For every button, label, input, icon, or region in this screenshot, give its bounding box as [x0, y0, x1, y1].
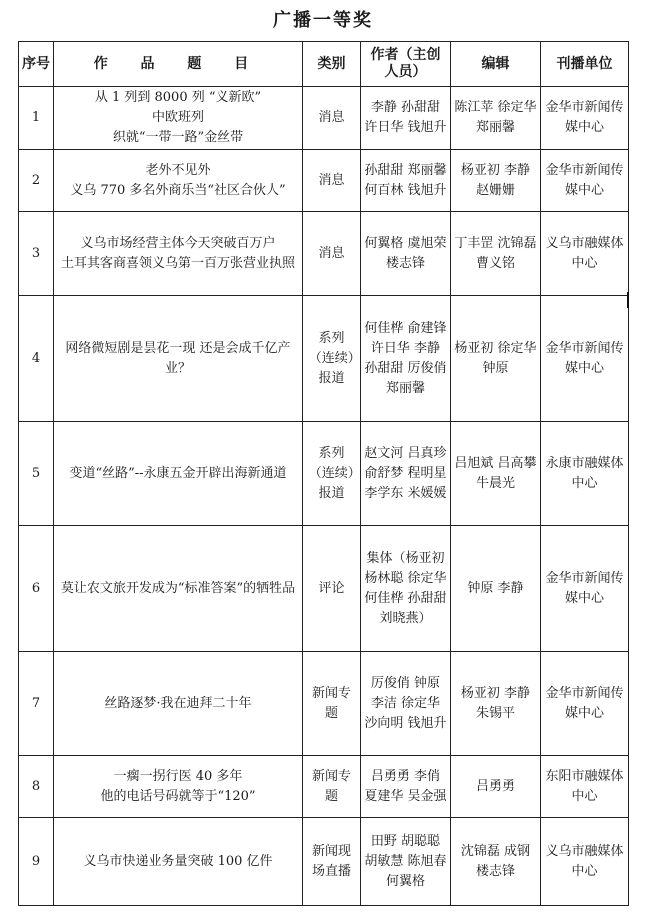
editor: 杨亚初 李静 赵姗姗 — [451, 150, 541, 212]
editor: 吕勇勇 — [451, 756, 541, 818]
header-editor: 编辑 — [451, 42, 541, 87]
editor: 杨亚初 李静 朱锡平 — [451, 652, 541, 756]
work-title — [54, 422, 303, 526]
work-title-line: 老外不见外 — [145, 162, 211, 178]
publisher: 金华市新闻传媒中心 — [541, 150, 629, 212]
work-title — [54, 526, 303, 652]
work-title — [54, 87, 303, 150]
publisher: 永康市融媒体中心 — [541, 422, 629, 526]
publisher: 金华市新闻传媒中心 — [541, 526, 629, 652]
category: 系列（连续）报道 — [303, 296, 361, 422]
category: 消息 — [303, 150, 361, 212]
editor: 沈锦磊 成钢 楼志锋 — [451, 818, 541, 906]
author: 何佳桦 俞建锋 许日华 李静 孙甜甜 厉俊俏 郑丽馨 — [361, 296, 451, 422]
author: 集体（杨亚初 杨林聪 徐定华 何佳桦 孙甜甜 刘晓燕） — [361, 526, 451, 652]
row-number: 1 — [19, 87, 54, 150]
page-title: 广播一等奖 — [273, 10, 373, 31]
work-title-line: 一瘸一拐行医 40 多年 — [113, 768, 243, 784]
author: 田野 胡聪聪 胡敏慧 陈旭春 何翼格 — [361, 818, 451, 906]
work-title — [54, 756, 303, 818]
work-title-line: 义乌市场经营主体今天突破百万户 — [80, 235, 276, 251]
row-number: 8 — [19, 756, 54, 818]
work-title-line: 他的电话号码就等于“120” — [100, 788, 256, 804]
author: 厉俊俏 钟原 李洁 徐定华 沙向明 钱旭升 — [361, 652, 451, 756]
table-row — [19, 150, 629, 212]
header-category: 类别 — [303, 42, 361, 87]
work-title-line: 从 1 列到 8000 列 “义新欧” — [94, 90, 262, 105]
table-row — [19, 87, 629, 150]
publisher: 义乌市融媒体中心 — [541, 818, 629, 906]
work-title-line: 义乌市快递业务量突破 100 亿件 — [83, 853, 273, 869]
row-number: 3 — [19, 212, 54, 296]
work-title-line: 义乌 770 多名外商乐当“社区合伙人” — [70, 182, 286, 198]
work-title-line: 网络微短剧是昙花一现 还是会成千亿产业？ — [65, 340, 291, 376]
editor: 丁丰罡 沈锦磊 曹义铭 — [451, 212, 541, 296]
author: 孙甜甜 郑丽馨 何百林 钱旭升 — [361, 150, 451, 212]
category: 新闻专题 — [303, 652, 361, 756]
row-number: 5 — [19, 422, 54, 526]
category: 评论 — [303, 526, 361, 652]
row-number: 2 — [19, 150, 54, 212]
table-row — [19, 652, 629, 756]
publisher: 义乌市融媒体中心 — [541, 212, 629, 296]
row-number: 9 — [19, 818, 54, 906]
awards-table — [18, 41, 629, 906]
work-title — [54, 818, 303, 906]
work-title-line: 莫让农文旅开发成为“标准答案”的牺牲品 — [60, 580, 296, 596]
work-title — [54, 296, 303, 422]
header-work-title: 作 品 题 目 — [54, 42, 303, 87]
author: 李静 孙甜甜 许日华 钱旭升 — [361, 87, 451, 150]
author: 赵文河 吕真珍 俞舒梦 程明星 李学东 米媛媛 — [361, 422, 451, 526]
table-row — [19, 422, 629, 526]
category: 消息 — [303, 87, 361, 150]
editor: 吕旭斌 吕高攀 牛晨光 — [451, 422, 541, 526]
table-row — [19, 212, 629, 296]
publisher: 金华市新闻传媒中心 — [541, 87, 629, 150]
author: 何翼格 虞旭荣 楼志锋 — [361, 212, 451, 296]
publisher: 金华市新闻传媒中心 — [541, 296, 629, 422]
publisher: 东阳市融媒体中心 — [541, 756, 629, 818]
category: 新闻现场直播 — [303, 818, 361, 906]
header-no: 序号 — [19, 42, 54, 87]
category: 系列（连续）报道 — [303, 422, 361, 526]
header-author: 作者（主创人员） — [361, 42, 451, 87]
editor: 钟原 李静 — [451, 526, 541, 652]
category: 新闻专题 — [303, 756, 361, 818]
work-title-line: 土耳其客商喜领义乌第一百万张营业执照 — [60, 255, 295, 271]
work-title-line: 丝路逐梦·我在迪拜二十年 — [104, 695, 252, 711]
row-number: 7 — [19, 652, 54, 756]
table-row — [19, 526, 629, 652]
category: 消息 — [303, 212, 361, 296]
table-row — [19, 296, 629, 422]
row-number: 6 — [19, 526, 54, 652]
work-title — [54, 212, 303, 296]
work-title-line: 织就“一带一路”金丝带 — [112, 130, 244, 145]
edge-mark — [627, 292, 629, 308]
work-title — [54, 652, 303, 756]
editor: 陈江苹 徐定华 郑丽馨 — [451, 87, 541, 150]
table-row — [19, 818, 629, 906]
header-publisher: 刊播单位 — [541, 42, 629, 87]
work-title — [54, 150, 303, 212]
editor: 杨亚初 徐定华 钟原 — [451, 296, 541, 422]
table-row — [19, 756, 629, 818]
work-title-line: 中欧班列 — [151, 110, 204, 125]
award-rows — [19, 87, 629, 906]
publisher: 金华市新闻传媒中心 — [541, 652, 629, 756]
header-row — [19, 42, 629, 87]
work-title-line: 变道“丝路”--永康五金开辟出海新通道 — [69, 465, 287, 481]
author: 吕勇勇 李俏 夏建华 吴金强 — [361, 756, 451, 818]
row-number: 4 — [19, 296, 54, 422]
